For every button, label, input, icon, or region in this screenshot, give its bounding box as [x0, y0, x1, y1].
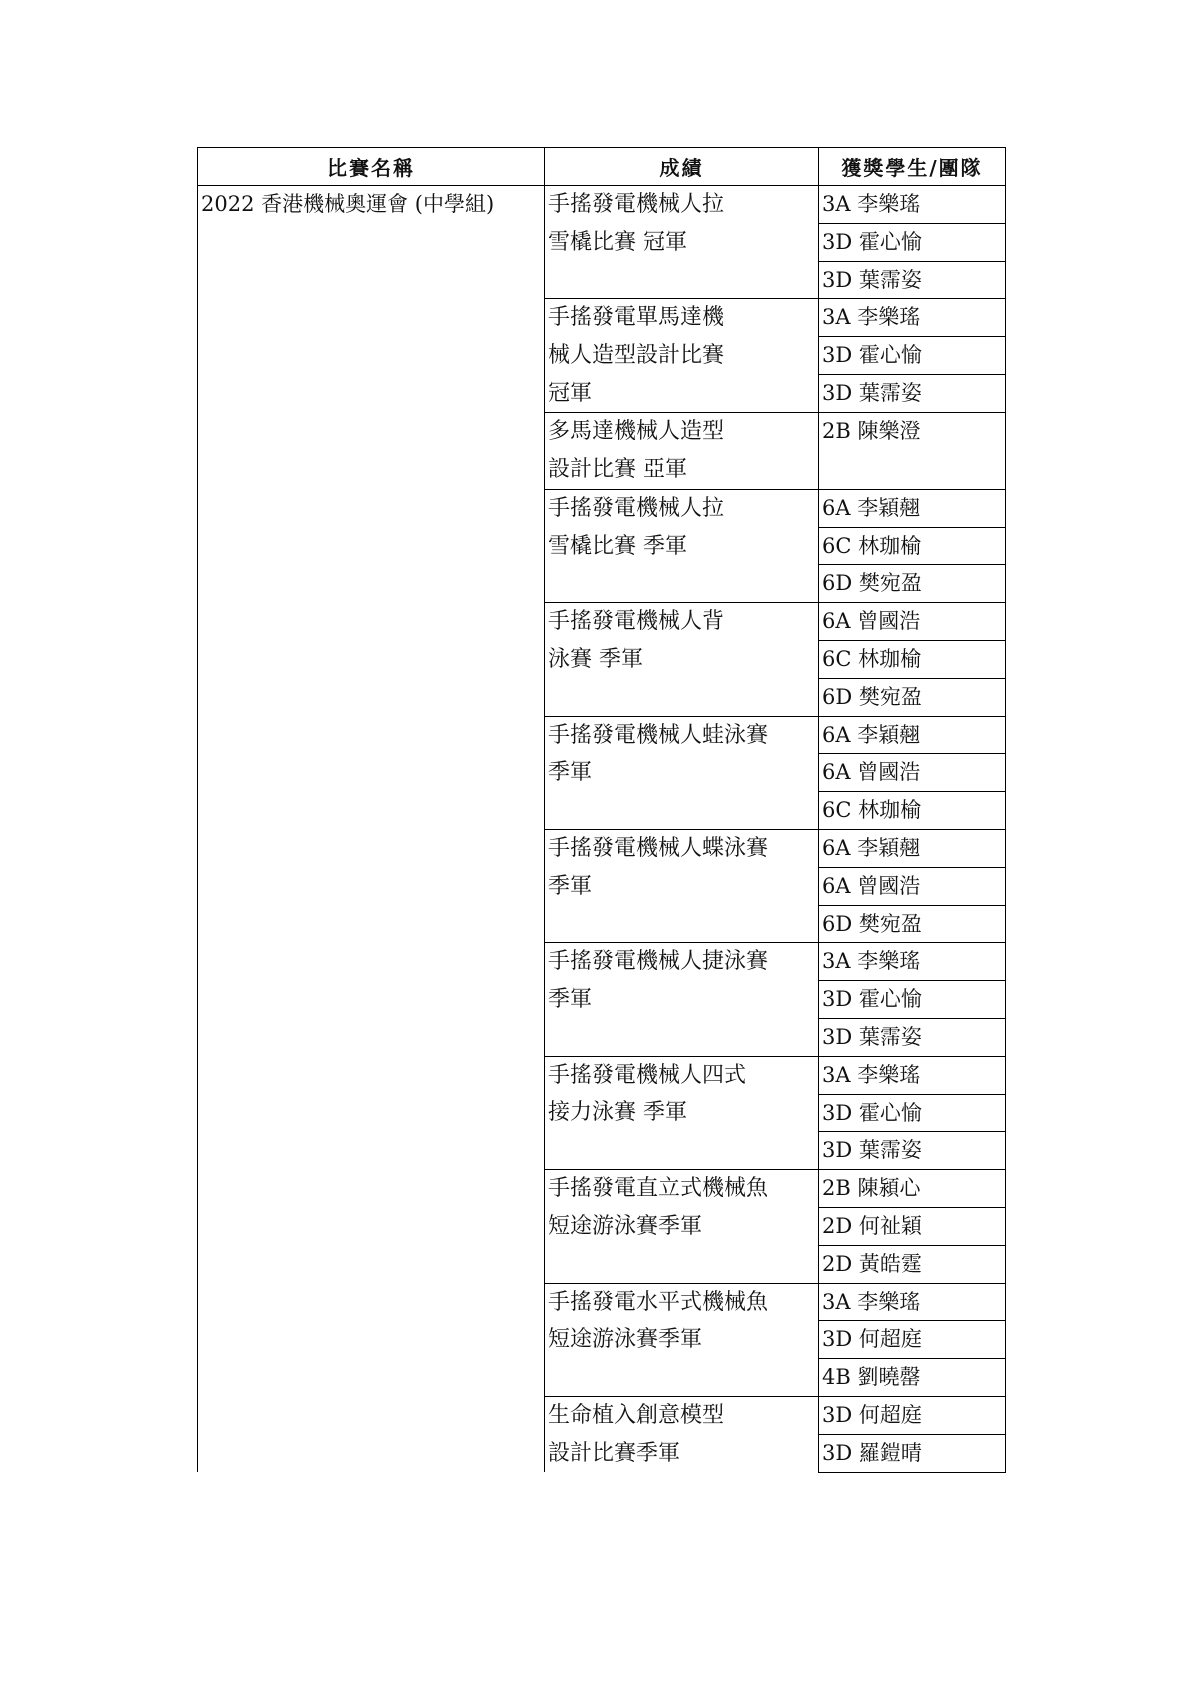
table-body — [198, 186, 1006, 1473]
result-cell — [545, 1283, 819, 1396]
result-text: 手搖發電水平式機械魚 — [548, 1289, 769, 1315]
result-cell — [545, 1170, 819, 1283]
student-cell: 2D 何祉穎 — [819, 1207, 1006, 1245]
student-cell: 3D 羅鎧晴 — [819, 1434, 1006, 1472]
result-cell — [545, 489, 819, 602]
result-text: 泳賽 季軍 — [548, 646, 643, 672]
result-text: 手搖發電機械人拉 — [548, 495, 725, 521]
result-cell — [545, 299, 819, 413]
student-cell: 6D 樊宛盈 — [819, 905, 1006, 943]
result-text: 生命植入創意模型 — [548, 1402, 725, 1428]
student-cell: 6A 李穎翹 — [819, 716, 1006, 754]
student-cell: 3D 霍心愉 — [819, 1094, 1006, 1132]
student-cell: 6D 樊宛盈 — [819, 678, 1006, 716]
result-text: 冠軍 — [548, 380, 593, 406]
result-text: 季軍 — [548, 987, 593, 1013]
student-cell: 6A 曾國浩 — [819, 603, 1006, 641]
student-cell: 3A 李樂瑤 — [819, 186, 1006, 224]
result-text: 設計比賽季軍 — [548, 1440, 681, 1466]
student-cell: 6A 曾國浩 — [819, 754, 1006, 792]
header-competition: 比賽名稱 — [198, 148, 545, 186]
student-cell: 6D 樊宛盈 — [819, 565, 1006, 603]
student-cell: 3D 葉霈姿 — [819, 375, 1006, 413]
student-cell: 3A 李樂瑤 — [819, 299, 1006, 337]
result-text: 短途游泳賽季軍 — [548, 1327, 703, 1353]
student-cell: 3D 何超庭 — [819, 1321, 1006, 1359]
result-text: 雪橇比賽 冠軍 — [548, 229, 687, 255]
student-cell: 6A 李穎翹 — [819, 489, 1006, 527]
result-text: 多馬達機械人造型 — [548, 419, 725, 445]
result-text: 雪橇比賽 季軍 — [548, 533, 687, 559]
student-cell: 2D 黃皓霆 — [819, 1245, 1006, 1283]
student-cell: 6C 林珈榆 — [819, 527, 1006, 565]
header-result: 成績 — [545, 148, 819, 186]
result-text: 械人造型設計比賽 — [548, 343, 725, 369]
student-cell: 6A 李穎翹 — [819, 830, 1006, 868]
result-cell — [545, 716, 819, 829]
result-text: 季軍 — [548, 873, 593, 899]
student-cell: 6C 林珈榆 — [819, 641, 1006, 679]
student-cell: 3D 葉霈姿 — [819, 1132, 1006, 1170]
student-cell: 3A 李樂瑤 — [819, 1056, 1006, 1094]
student-cell: 6C 林珈榆 — [819, 792, 1006, 830]
result-cell — [545, 1056, 819, 1169]
student-cell: 2B 陳樂澄 — [819, 413, 1006, 451]
header-students: 獲獎學生/團隊 — [819, 148, 1006, 186]
table-row — [198, 186, 1006, 224]
student-cell: 4B 劉曉罄 — [819, 1359, 1006, 1397]
competition-name: 2022 香港機械奧運會 (中學組) — [198, 186, 545, 1473]
result-text: 接力泳賽 季軍 — [548, 1100, 687, 1126]
student-cell: 3D 霍心愉 — [819, 223, 1006, 261]
student-cell: 3D 何超庭 — [819, 1396, 1006, 1434]
result-text: 手搖發電機械人四式 — [548, 1062, 747, 1088]
result-text: 設計比賽 亞軍 — [548, 457, 687, 483]
student-cell: 3D 葉霈姿 — [819, 261, 1006, 299]
result-cell — [545, 943, 819, 1056]
student-cell: 3A 李樂瑤 — [819, 1283, 1006, 1321]
result-text: 手搖發電機械人拉 — [548, 192, 725, 217]
awards-table — [197, 147, 1006, 1473]
student-cell: 2B 陳潁心 — [819, 1170, 1006, 1208]
header-row — [198, 148, 1006, 186]
result-cell — [545, 603, 819, 716]
student-cell: 3D 霍心愉 — [819, 337, 1006, 375]
result-cell — [545, 413, 819, 489]
result-cell — [545, 830, 819, 943]
result-cell — [545, 186, 819, 299]
student-cell: 3A 李樂瑤 — [819, 943, 1006, 981]
result-text: 手搖發電機械人捷泳賽 — [548, 949, 769, 975]
result-text: 手搖發電直立式機械魚 — [548, 1176, 769, 1202]
result-cell — [545, 1396, 819, 1472]
result-text: 手搖發電機械人背 — [548, 609, 725, 635]
result-text: 手搖發電機械人蛙泳賽 — [548, 722, 769, 748]
student-cell: 3D 葉霈姿 — [819, 1018, 1006, 1056]
student-cell — [819, 451, 1006, 489]
result-text: 手搖發電機械人蝶泳賽 — [548, 836, 769, 861]
result-text: 手搖發電單馬達機 — [548, 305, 725, 331]
result-text: 季軍 — [548, 760, 593, 786]
student-cell: 3D 霍心愉 — [819, 981, 1006, 1019]
result-text: 短途游泳賽季軍 — [548, 1213, 703, 1239]
student-cell: 6A 曾國浩 — [819, 867, 1006, 905]
